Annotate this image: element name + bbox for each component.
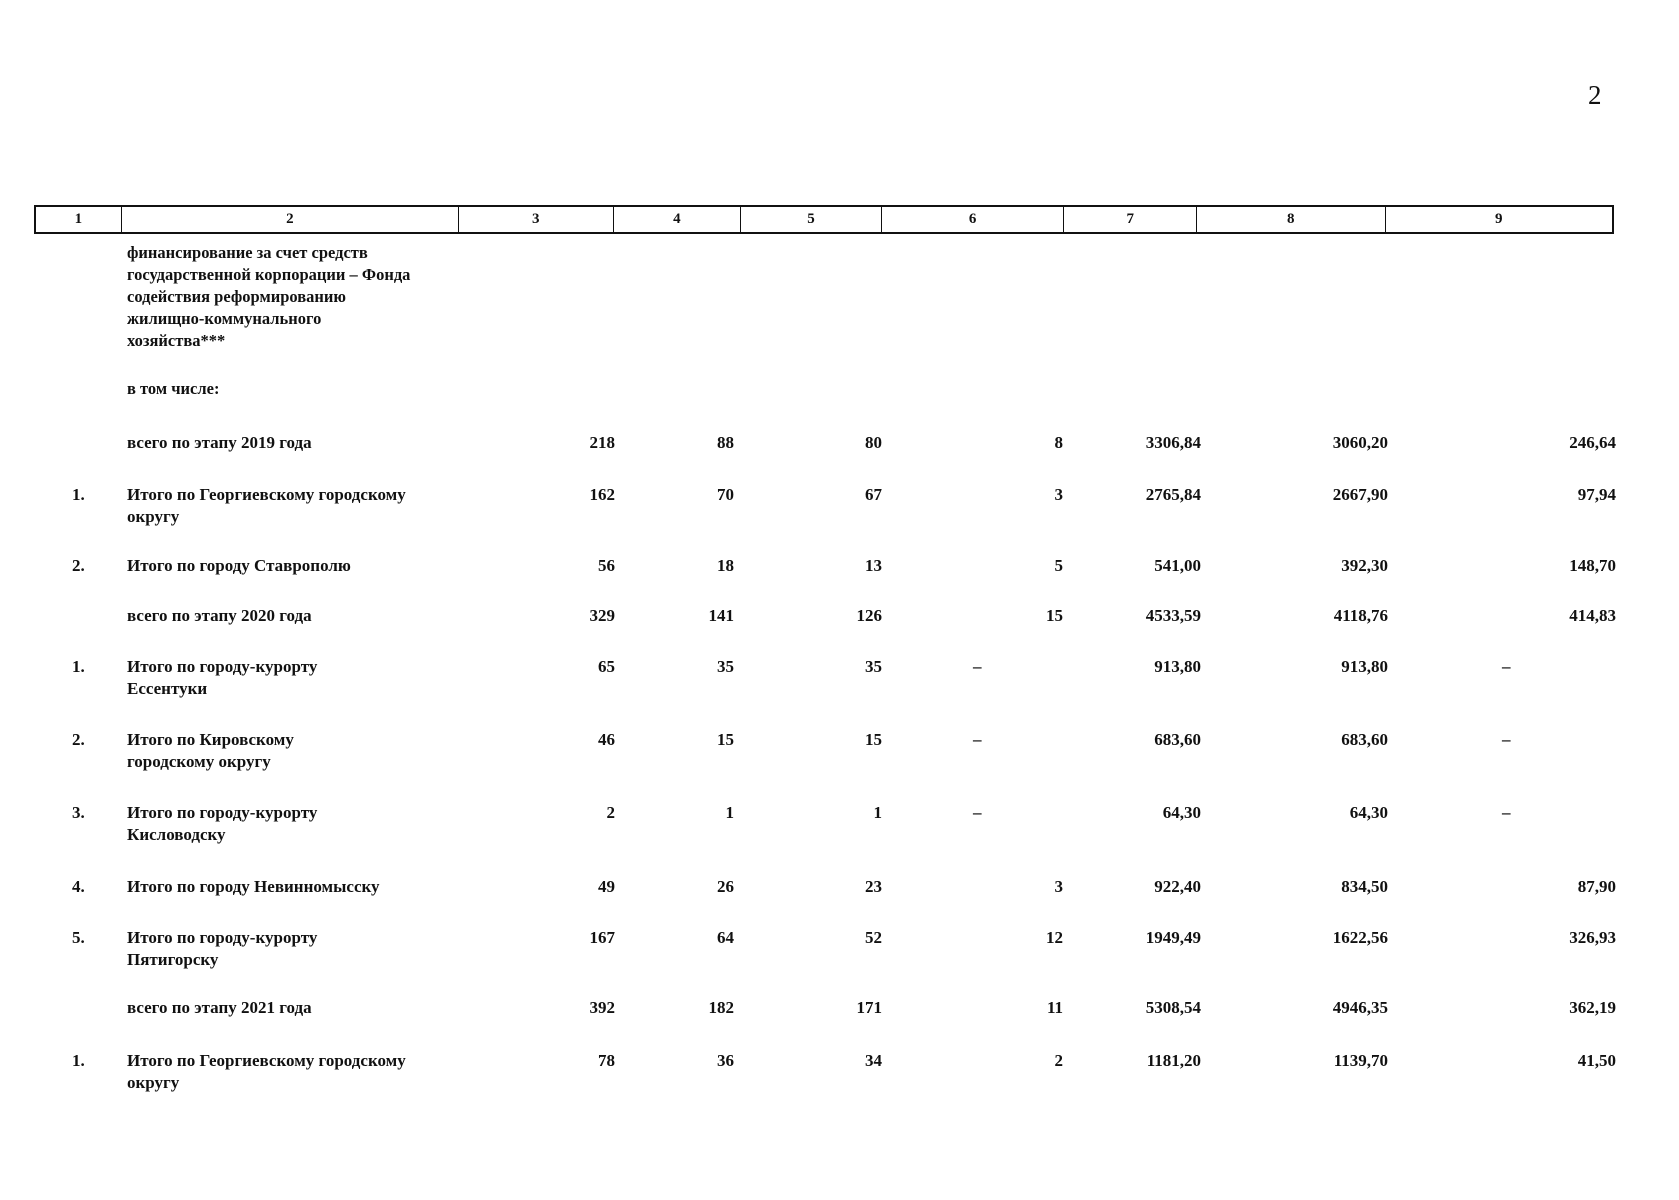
row-name-line: округу	[127, 1073, 180, 1092]
including-label: в том числе:	[127, 379, 220, 398]
col-3-value: 49	[598, 877, 615, 896]
col-9-value: 87,90	[1577, 877, 1616, 896]
row-name-line: Пятигорску	[127, 950, 219, 969]
col-5-value: 1	[873, 803, 882, 822]
col-3-value: 329	[589, 606, 615, 625]
col-9-value: –	[1502, 657, 1511, 676]
row-name-line: всего по этапу 2021 года	[127, 998, 312, 1017]
col-6-value: 3	[1054, 485, 1063, 504]
col-8-value: 913,80	[1341, 657, 1388, 676]
intro-line: государственной корпорации – Фонда	[127, 265, 411, 284]
header-col-6: 6	[882, 207, 1065, 232]
row-name	[127, 432, 457, 454]
table-row	[0, 1050, 1679, 1094]
table-row	[0, 484, 1679, 528]
col-8-value: 4118,76	[1333, 606, 1388, 625]
row-name-line: Ессентуки	[127, 679, 208, 698]
row-number: 1.	[72, 1051, 85, 1070]
row-name-line: Итого по Кировскому	[127, 730, 294, 749]
col-5-value: 15	[865, 730, 882, 749]
table-row	[0, 927, 1679, 971]
col-8-value: 2667,90	[1332, 485, 1388, 504]
col-3-value: 167	[589, 928, 615, 947]
col-4-value: 141	[708, 606, 734, 625]
col-5-value: 126	[856, 606, 882, 625]
col-6-value: 11	[1046, 998, 1063, 1017]
col-3-value: 162	[589, 485, 615, 504]
col-8-value: 4946,35	[1332, 998, 1388, 1017]
header-col-4: 4	[614, 207, 742, 232]
col-6-value: –	[973, 657, 982, 676]
row-name	[127, 656, 457, 700]
col-5-value: 35	[865, 657, 882, 676]
col-7-value: 4533,59	[1145, 606, 1201, 625]
row-name-line: Итого по Георгиевскому городскому	[127, 1051, 406, 1070]
col-7-value: 683,60	[1154, 730, 1201, 749]
row-name-line: Итого по городу Невинномысску	[127, 877, 380, 896]
row-name-line: Итого по Георгиевскому городскому	[127, 485, 406, 504]
header-col-9: 9	[1495, 211, 1503, 227]
table-row	[0, 997, 1679, 1041]
col-6-value: 5	[1054, 556, 1063, 575]
header-col-3: 3	[459, 207, 614, 232]
col-6-value: –	[973, 803, 982, 822]
col-5-value: 67	[865, 485, 882, 504]
row-name-line: всего по этапу 2020 года	[127, 606, 312, 625]
table-row	[0, 555, 1679, 599]
col-9-value: 326,93	[1569, 928, 1616, 947]
row-name	[127, 876, 457, 898]
col-7-value: 1181,20	[1146, 1051, 1201, 1070]
row-name	[127, 484, 457, 528]
col-7-value: 5308,54	[1145, 998, 1201, 1017]
col-4-value: 182	[708, 998, 734, 1017]
col-8-value: 392,30	[1341, 556, 1388, 575]
col-9-value: 148,70	[1569, 556, 1616, 575]
table-header-row	[34, 205, 1614, 234]
page-number: 2	[1588, 80, 1602, 110]
col-7-value: 1949,49	[1145, 928, 1201, 947]
col-4-value: 36	[717, 1051, 734, 1070]
col-8-value: 683,60	[1341, 730, 1388, 749]
col-7-value: 2765,84	[1145, 485, 1201, 504]
col-6-value: 2	[1054, 1051, 1063, 1070]
row-number: 1.	[72, 485, 85, 504]
col-5-value: 171	[856, 998, 882, 1017]
col-4-value: 64	[717, 928, 734, 947]
header-col-5: 5	[741, 207, 882, 232]
col-5-value: 34	[865, 1051, 882, 1070]
col-4-value: 18	[717, 556, 734, 575]
col-5-value: 52	[865, 928, 882, 947]
table-row	[0, 605, 1679, 649]
col-3-value: 78	[598, 1051, 615, 1070]
row-number: 2.	[72, 730, 85, 749]
col-4-value: 35	[717, 657, 734, 676]
col-8-value: 3060,20	[1332, 433, 1388, 452]
row-name-line: округу	[127, 507, 180, 526]
intro-line: хозяйства***	[127, 331, 226, 350]
col-8-value: 834,50	[1341, 877, 1388, 896]
header-col-7: 7	[1064, 207, 1197, 232]
col-4-value: 88	[717, 433, 734, 452]
row-name	[127, 927, 457, 971]
row-name	[127, 555, 457, 577]
table-row	[0, 432, 1679, 476]
col-9-value: 246,64	[1569, 433, 1616, 452]
col-3-value: 2	[606, 803, 615, 822]
row-number: 1.	[72, 657, 85, 676]
table-row	[0, 656, 1679, 700]
row-name-line: Итого по городу-курорту	[127, 803, 318, 822]
table-row	[0, 802, 1679, 846]
col-4-value: 26	[717, 877, 734, 896]
col-5-value: 80	[865, 433, 882, 452]
row-name-line: всего по этапу 2019 года	[127, 433, 312, 452]
col-6-value: 12	[1046, 928, 1063, 947]
col-4-value: 15	[717, 730, 734, 749]
row-name	[127, 605, 457, 627]
header-col-2: 2	[122, 207, 459, 232]
header-col-8: 8	[1197, 207, 1386, 232]
col-3-value: 392	[589, 998, 615, 1017]
col-7-value: 64,30	[1162, 803, 1201, 822]
col-3-value: 56	[598, 556, 615, 575]
col-9-value: 362,19	[1569, 998, 1616, 1017]
col-9-value: –	[1502, 803, 1511, 822]
col-7-value: 3306,84	[1145, 433, 1201, 452]
col-9-value: 41,50	[1577, 1051, 1616, 1070]
col-3-value: 46	[598, 730, 615, 749]
intro-text	[127, 242, 410, 352]
header-col-1: 1	[36, 207, 122, 232]
col-5-value: 13	[865, 556, 882, 575]
table-row	[0, 876, 1679, 920]
col-4-value: 70	[717, 485, 734, 504]
table-row	[0, 729, 1679, 773]
col-9-value: –	[1502, 730, 1511, 749]
row-name	[127, 1050, 457, 1094]
row-name	[127, 802, 457, 846]
col-9-value: 97,94	[1577, 485, 1616, 504]
col-3-value: 65	[598, 657, 615, 676]
intro-line: жилищно-коммунального	[127, 309, 322, 328]
row-name	[127, 997, 457, 1019]
row-name-line: городскому округу	[127, 752, 271, 771]
col-5-value: 23	[865, 877, 882, 896]
row-name-line: Итого по городу-курорту	[127, 657, 318, 676]
col-4-value: 1	[725, 803, 734, 822]
row-name-line: Итого по городу Ставрополю	[127, 556, 351, 575]
row-number: 2.	[72, 556, 85, 575]
col-7-value: 913,80	[1154, 657, 1201, 676]
row-name-line: Кисловодску	[127, 825, 226, 844]
col-7-value: 541,00	[1154, 556, 1201, 575]
row-number: 5.	[72, 928, 85, 947]
col-9-value: 414,83	[1569, 606, 1616, 625]
row-name	[127, 729, 457, 773]
col-8-value: 64,30	[1349, 803, 1388, 822]
col-6-value: 8	[1054, 433, 1063, 452]
col-6-value: 3	[1054, 877, 1063, 896]
row-number: 3.	[72, 803, 85, 822]
col-8-value: 1622,56	[1332, 928, 1388, 947]
col-3-value: 218	[589, 433, 615, 452]
col-6-value: 15	[1046, 606, 1063, 625]
col-7-value: 922,40	[1154, 877, 1201, 896]
col-6-value: –	[973, 730, 982, 749]
row-number: 4.	[72, 877, 85, 896]
col-8-value: 1139,70	[1333, 1051, 1388, 1070]
intro-line: содействия реформированию	[127, 287, 347, 306]
intro-line: финансирование за счет средств	[127, 243, 368, 262]
row-name-line: Итого по городу-курорту	[127, 928, 318, 947]
